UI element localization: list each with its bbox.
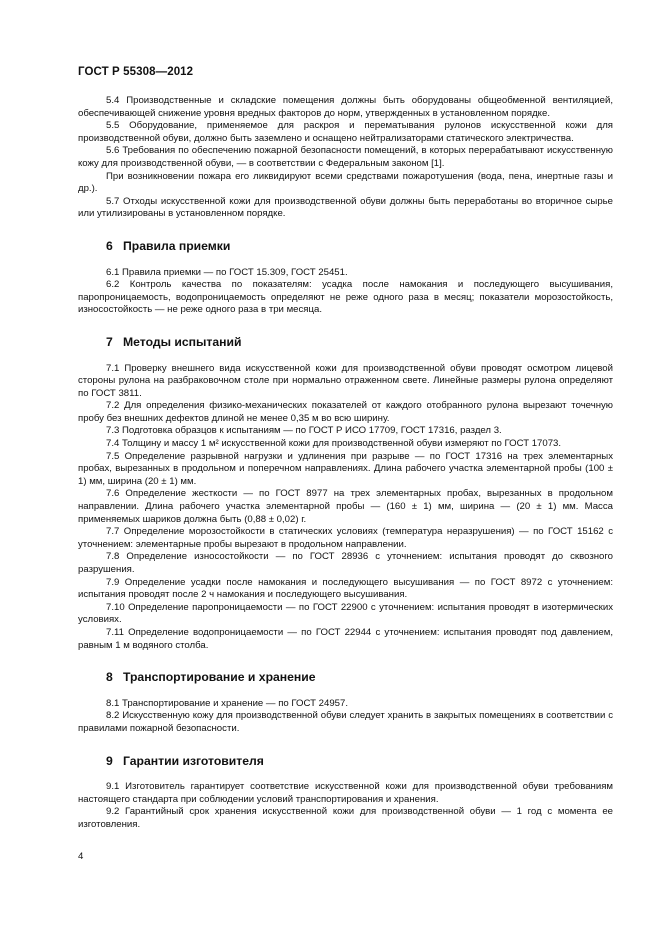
paragraph: 7.8 Определение износостойкости — по ГОСТ 28936 с уточнением: испытания проводят до сквозного разрушения. — [78, 551, 613, 575]
section-number: 6 — [106, 238, 113, 253]
section-heading — [78, 336, 613, 349]
section-title: Правила приемки — [123, 238, 231, 253]
paragraph: 7.9 Определение усадки после намокания и последующего высушивания — по ГОСТ 8972 с уточнением: испытания проводят после 2 ч намокания и последующего высушивания. — [78, 576, 613, 601]
paragraph: 7.7 Определение морозостойкости в статических условиях (температура неразрушения) — по ГОСТ 15162 с уточнением: элементарные пробы вырезают в продольном направлении. — [78, 526, 613, 550]
paragraph: 9.1 Изготовитель гарантирует соответствие искусственной кожи для производственной обуви требованиям настоящего стандарта при соблюдении условий транспортирования и хранения. — [78, 781, 613, 805]
paragraph: При возникновении пожара его ликвидируют всеми средствами пожаротушения (вода, пена, инертные газы и др.). — [78, 170, 613, 195]
paragraph: 7.5 Определение разрывной нагрузки и удлинения при разрыве — по ГОСТ 17316 на трех элементарных пробах, вырезанных в продольном и поперечном направлениях. Длина рабочего участка элементарной пробы (100 ± 1) мм, ширина (20 ± 1) мм. — [78, 450, 613, 487]
section-number: 7 — [106, 334, 113, 349]
paragraph: 7.4 Толщину и массу 1 м² искусственной кожи для производственной обуви измеряют по ГОСТ 17073. — [106, 438, 562, 450]
paragraph: 7.3 Подготовка образцов к испытаниям — по ГОСТ Р ИСО 17709, ГОСТ 17316, раздел 3. — [106, 425, 502, 437]
section-title: Методы испытаний — [123, 334, 242, 349]
document-header: ГОСТ Р 55308—2012 — [78, 66, 194, 78]
section-heading — [78, 240, 613, 253]
section-heading — [78, 755, 613, 768]
paragraph: 9.2 Гарантийный срок хранения искусственной кожи для производственной обуви — 1 год с момента ее изготовления. — [78, 806, 613, 830]
paragraph: 8.2 Искусственную кожу для производственной обуви следует хранить в закрытых помещениях в соответствии с правилами пожарной безопасности. — [78, 710, 613, 734]
section-title: Транспортирование и хранение — [123, 670, 316, 685]
paragraph: 5.7 Отходы искусственной кожи для производственной обуви должны быть переработаны во вторичное сырье или утилизированы в установленном порядке. — [78, 195, 613, 220]
page-number: 4 — [78, 851, 84, 862]
paragraph: 6.2 Контроль качества по показателям: усадка после намокания и последующего высушивания, паропроницаемость, водопроницаемость определяют не реже одного раза в месяц; показатели морозостойкость, износостойкость — не реже одного раза в три месяца. — [78, 279, 613, 316]
paragraph: 7.2 Для определения физико-механических показателей от каждого отобранного рулона вырезают точечную пробу без внешних дефектов длиной не менее 0,35 м во всю ширину. — [78, 400, 613, 424]
paragraph: 7.1 Проверку внешнего вида искусственной кожи для производственной обуви проводят осмотром лицевой стороны рулона на разбраковочном столе при нормально отраженном свете. Линейные размеры рулона определяют по ГОСТ 3811. — [78, 362, 613, 399]
section-number: 9 — [106, 753, 113, 768]
document-body — [78, 95, 613, 832]
paragraph: 7.6 Определение жесткости — по ГОСТ 8977 на трех элементарных пробах, вырезанных в продольном направлении. Длина рабочего участка элементарной пробы — (160 ± 1) мм, ширина — (20 ± 1) мм. Масса применяемых шариков должна быть (0,88 ± 0,02) г. — [78, 488, 613, 525]
paragraph: 5.5 Оборудование, применяемое для раскроя и перематывания рулонов искусственной кожи для производственной обуви, должно быть заземлено и оснащено нейтрализаторами статического электричества. — [78, 120, 613, 144]
paragraph: 7.11 Определение водопроницаемости — по ГОСТ 22944 с уточнением: испытания проводят под давлением, равным 1 м водяного столба. — [78, 626, 613, 651]
paragraph: 6.1 Правила приемки — по ГОСТ 15.309, ГОСТ 25451. — [106, 266, 348, 278]
paragraph: 5.4 Производственные и складские помещения должны быть оборудованы общеобменной вентиляцией, обеспечивающей снижение уровня вредных факторов до норм, утвержденных в установленном порядке. — [78, 95, 613, 119]
section-heading — [78, 671, 613, 684]
paragraph: 5.6 Требования по обеспечению пожарной безопасности помещений, в которых перерабатывают искусственную кожу для производственной обуви, — в соответствии с Федеральным законом [1]. — [78, 145, 613, 169]
section-title: Гарантии изготовителя — [123, 753, 264, 768]
section-number: 8 — [106, 670, 113, 685]
paragraph: 7.10 Определение паропроницаемости — по ГОСТ 22900 с уточнением: испытания проводят в изотермических условиях. — [78, 601, 613, 626]
paragraph: 8.1 Транспортирование и хранение — по ГОСТ 24957. — [106, 697, 348, 709]
